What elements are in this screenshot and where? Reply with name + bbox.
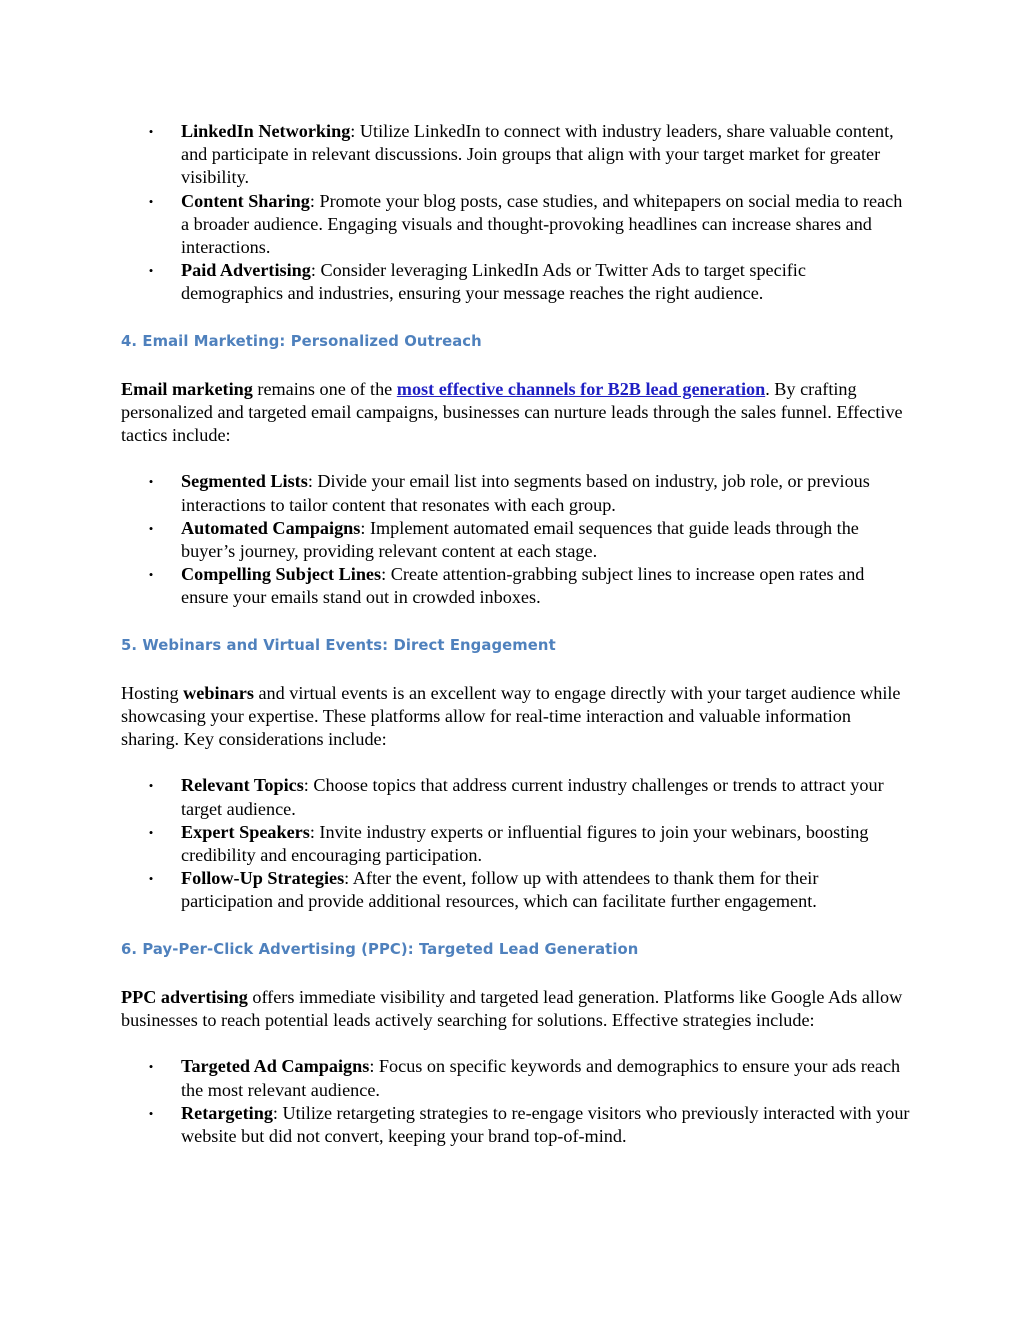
list-item-term: LinkedIn Networking [181, 121, 351, 141]
webinar-considerations-list [121, 774, 911, 913]
bullet-icon: • [148, 193, 154, 209]
list-item [121, 120, 911, 190]
email-tactics-list [121, 470, 911, 609]
list-item-term: Retargeting [181, 1102, 273, 1123]
list-item-term: Relevant Topics [181, 775, 304, 796]
intro-text: offers immediate visibility and targeted lead generation. Platforms like Google Ads allow businesses to reach potential leads actively searching for solutions. Effective strategies include: [121, 986, 903, 1031]
bullet-icon: • [148, 263, 154, 279]
intro-text: remains one of the [252, 378, 397, 399]
section-heading-webinars: 5. Webinars and Virtual Events: Direct Engagement [121, 636, 556, 654]
intro-text: and virtual events is an excellent way to engage directly with your target audience while showcasing your expertise. These platforms allow for real-time interaction and valuable information sharing. Key considerations include: [121, 682, 901, 750]
social-media-tactics-list [121, 120, 911, 306]
intro-text: . By crafting personalized and targeted email campaigns, businesses can nurture leads through the sales funnel. Effective tactics include: [121, 378, 903, 446]
bullet-icon: • [148, 520, 154, 536]
bullet-icon: • [148, 124, 154, 139]
list-item-term: Automated Campaigns [181, 517, 361, 538]
list-item [121, 259, 911, 305]
list-item-text: : Utilize retargeting strategies to re-engage visitors who previously interacted with your website but did not convert, keeping your brand top-of-mind. [181, 1102, 910, 1146]
intro-bold-term: Email marketing [121, 378, 253, 399]
bullet-icon: • [148, 871, 154, 887]
intro-bold-term: webinars [183, 682, 254, 703]
bullet-icon: • [148, 778, 154, 794]
b2b-lead-generation-link[interactable]: most effective channels for B2B lead generation [396, 378, 766, 399]
list-item [121, 190, 911, 260]
list-item-term: Compelling Subject Lines [181, 564, 382, 585]
bullet-icon: • [148, 474, 154, 490]
section-heading-email-marketing: 4. Email Marketing: Personalized Outreach [121, 332, 482, 350]
list-item-text: : Consider leveraging LinkedIn Ads or Twitter Ads to target specific demographics and industries, ensuring your message reaches the right audience. [181, 260, 806, 304]
webinars-intro [121, 682, 911, 752]
bullet-icon: • [148, 567, 154, 583]
bullet-icon: • [148, 1059, 154, 1075]
list-item-text: : Choose topics that address current industry challenges or trends to attract your target audience. [181, 775, 884, 819]
list-item [121, 563, 911, 609]
list-item-term: Content Sharing [181, 190, 310, 211]
intro-bold-term: PPC advertising [121, 986, 248, 1007]
list-item-term: Follow-Up Strategies [181, 868, 345, 889]
list-item-term: Expert Speakers [181, 821, 310, 842]
list-item-text: : Implement automated email sequences that guide leads through the buyer’s journey, providing relevant content at each stage. [181, 517, 859, 562]
ppc-intro [121, 986, 911, 1032]
list-item-text: : Focus on specific keywords and demographics to ensure your ads reach the most relevant audience. [181, 1056, 901, 1100]
intro-text: Hosting [121, 682, 184, 703]
ppc-strategies-list [121, 1055, 911, 1148]
list-item-text: : Divide your email list into segments based on industry, job role, or previous interactions to tailor content that resonates with each group. [181, 471, 870, 515]
list-item-term: Paid Advertising [181, 260, 311, 281]
list-item-text: : Create attention-grabbing subject lines to increase open rates and ensure your emails stand out in crowded inboxes. [181, 564, 865, 608]
list-item-text: : Promote your blog posts, case studies, and whitepapers on social media to reach a broader audience. Engaging visuals and thought-provoking headlines can increase shares and interactions. [181, 190, 903, 258]
bullet-icon: • [148, 824, 154, 840]
list-item-term: Segmented Lists [181, 471, 308, 492]
list-item [121, 774, 911, 820]
section-heading-ppc: 6. Pay-Per-Click Advertising (PPC): Targeted Lead Generation [121, 940, 639, 958]
bullet-icon: • [148, 1105, 154, 1121]
list-item [121, 470, 911, 516]
list-item [121, 1055, 911, 1101]
list-item-text: : Invite industry experts or influential figures to join your webinars, boosting credibility and encouraging participation. [181, 821, 869, 866]
document-body [121, 120, 911, 1148]
list-item-term: Targeted Ad Campaigns [181, 1056, 370, 1077]
email-marketing-intro [121, 378, 911, 448]
list-item [121, 1102, 911, 1148]
list-item-text: : After the event, follow up with attendees to thank them for their participation and provide additional resources, which can facilitate further engagement. [181, 868, 819, 912]
list-item [121, 517, 911, 563]
list-item [121, 867, 911, 913]
list-item-text: : Utilize LinkedIn to connect with industry leaders, share valuable content, and participate in relevant discussions. Join groups that align with your target market for greater visibility. [181, 121, 894, 188]
list-item [121, 821, 911, 867]
